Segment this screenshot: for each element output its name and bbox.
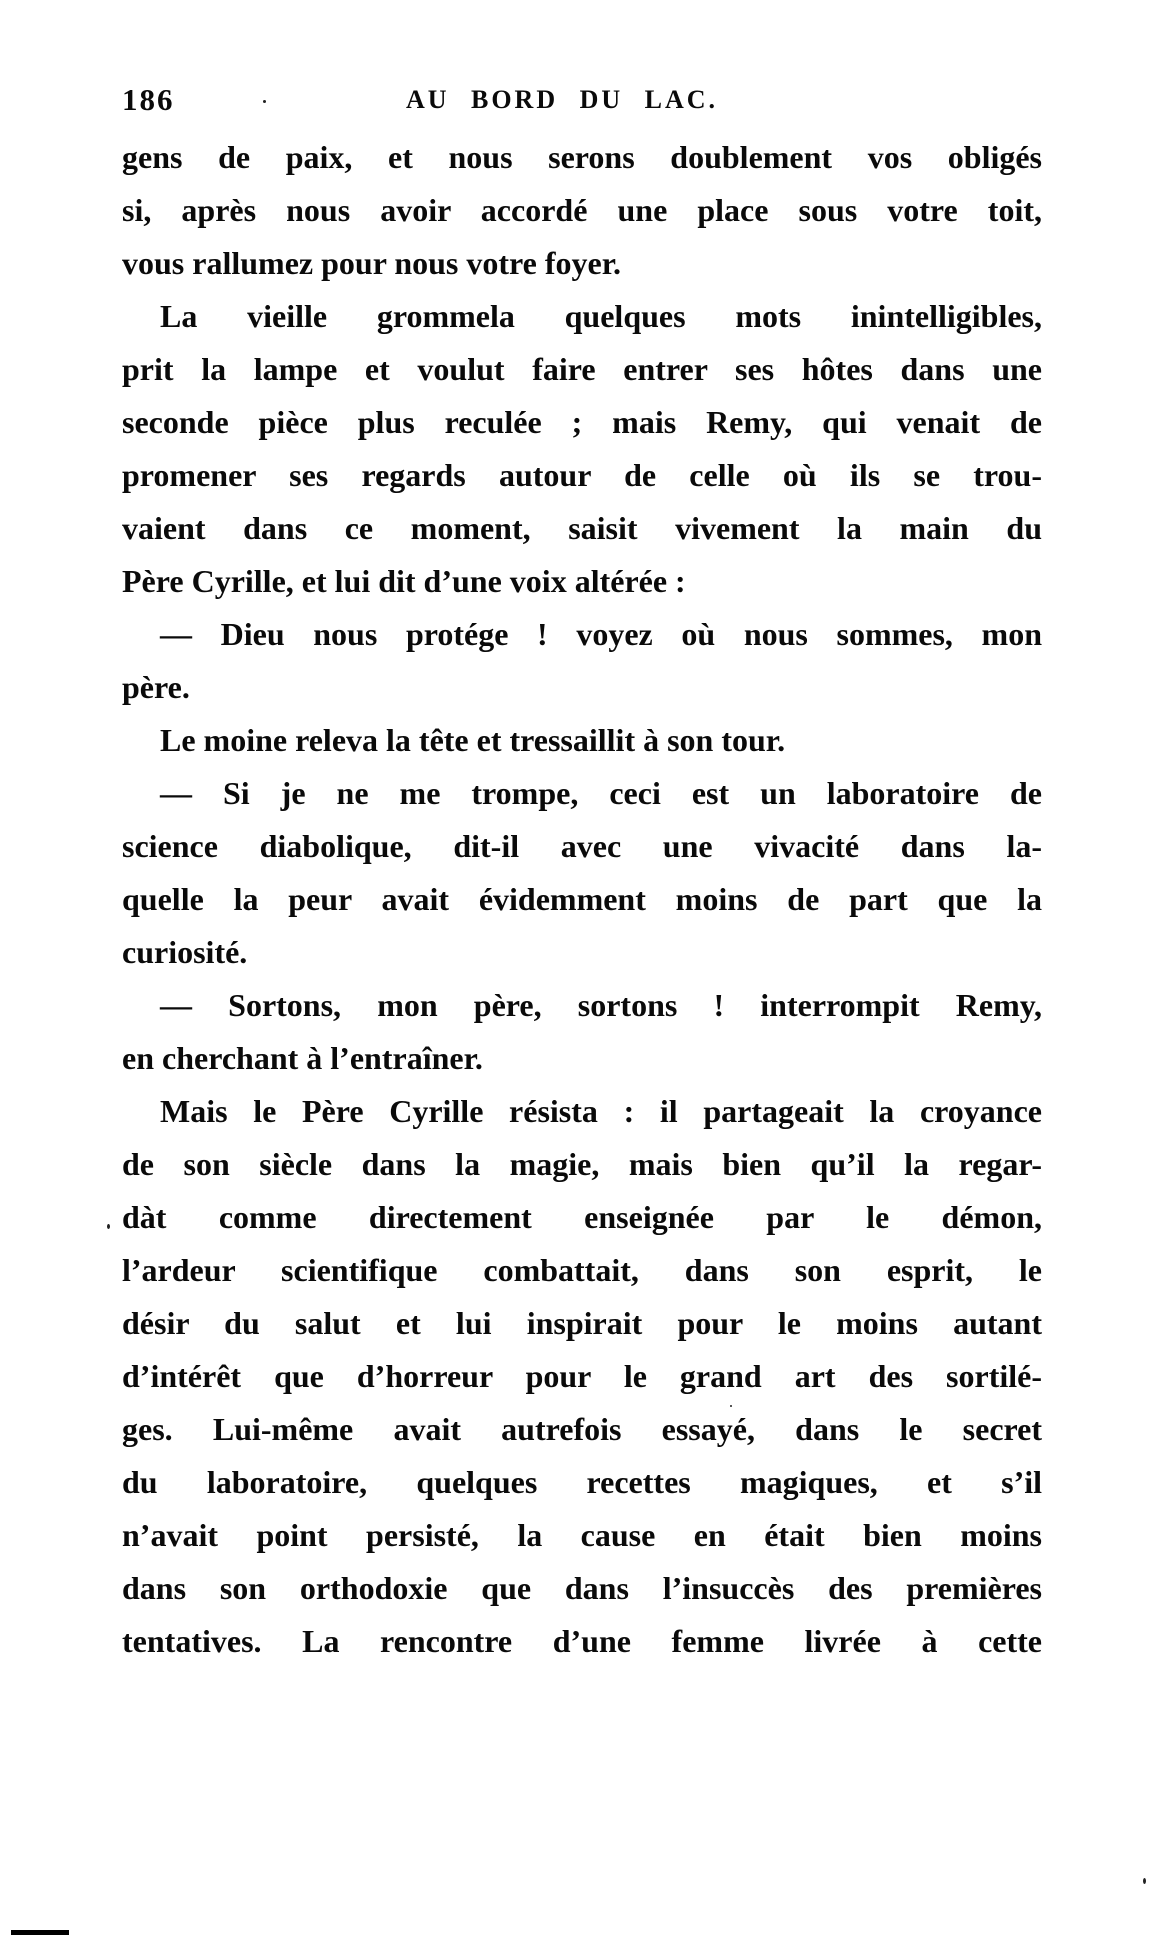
text-line: dans son orthodoxie que dans l’insuccès des premières — [122, 1570, 1042, 1606]
text-line: gens de paix, et nous serons doublement vos obligés — [122, 139, 1042, 175]
scan-speck — [730, 1405, 732, 1407]
text-line: La vieille grommela quelques mots inintelligibles, — [160, 298, 1042, 334]
page-edge-mark — [11, 1930, 69, 1935]
scan-speck — [263, 100, 266, 103]
text-line: prit la lampe et voulut faire entrer ses hôtes dans une — [122, 351, 1042, 387]
text-line: quelle la peur avait évidemment moins de part que la — [122, 881, 1042, 917]
text-line: promener ses regards autour de celle où ils se trou- — [122, 457, 1042, 493]
text-line: — Sortons, mon père, sortons ! interrompit Remy, — [160, 987, 1042, 1023]
text-line: dàt comme directement enseignée par le démon, — [122, 1199, 1042, 1235]
text-line: l’ardeur scientifique combattait, dans son esprit, le — [122, 1252, 1042, 1288]
text-line: tentatives. La rencontre d’une femme livrée à cette — [122, 1623, 1042, 1659]
text-line: n’avait point persisté, la cause en était bien moins — [122, 1517, 1042, 1553]
scan-speck — [1143, 1878, 1146, 1884]
text-line: du laboratoire, quelques recettes magiques, et s’il — [122, 1464, 1042, 1500]
text-line: Mais le Père Cyrille résista : il partageait la croyance — [160, 1093, 1042, 1129]
text-line: Le moine releva la tête et tressaillit à son tour. — [160, 722, 786, 758]
text-block — [122, 131, 1042, 1668]
text-line: désir du salut et lui inspirait pour le moins autant — [122, 1305, 1042, 1341]
text-line: seconde pièce plus reculée ; mais Remy, qui venait de — [122, 404, 1042, 440]
running-title: AU BORD DU LAC. — [405, 85, 719, 114]
scan-speck — [107, 1224, 110, 1229]
text-line: curiosité. — [122, 934, 248, 970]
page-number: 186 — [122, 82, 175, 117]
text-line: science diabolique, dit-il avec une vivacité dans la- — [122, 828, 1042, 864]
text-line: vaient dans ce moment, saisit vivement la main du — [122, 510, 1042, 546]
text-line: de son siècle dans la magie, mais bien qu’il la regar- — [122, 1146, 1042, 1182]
text-line: d’intérêt que d’horreur pour le grand art des sortilé- — [122, 1358, 1042, 1394]
text-line: ges. Lui-même avait autrefois essayé, dans le secret — [122, 1411, 1042, 1447]
text-line: Père Cyrille, et lui dit d’une voix altérée : — [122, 563, 686, 599]
text-line: père. — [122, 669, 190, 705]
text-line: en cherchant à l’entraîner. — [122, 1040, 483, 1076]
text-line: vous rallumez pour nous votre foyer. — [122, 245, 621, 281]
text-line: — Dieu nous protége ! voyez où nous sommes, mon — [160, 616, 1042, 652]
page-header — [122, 82, 1042, 118]
text-line: si, après nous avoir accordé une place sous votre toit, — [122, 192, 1042, 228]
text-line: — Si je ne me trompe, ceci est un laboratoire de — [160, 775, 1042, 811]
